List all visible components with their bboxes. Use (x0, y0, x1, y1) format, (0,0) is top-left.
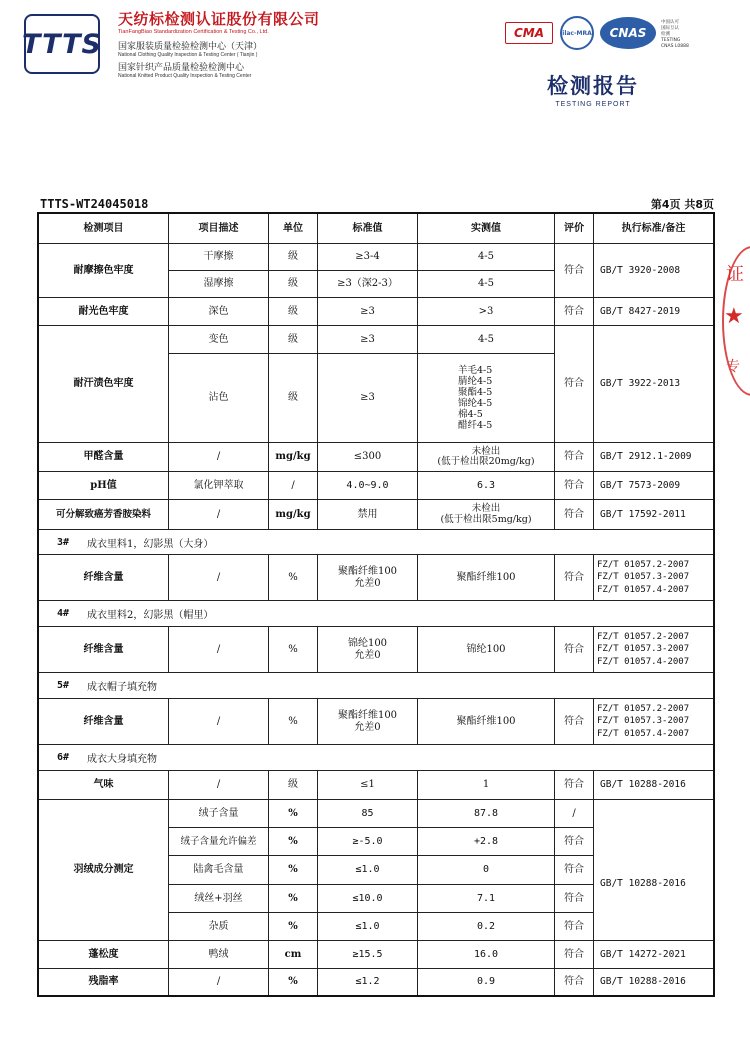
residual-fat-item: 残脂率 (39, 969, 169, 995)
odor-measured: 1 (418, 771, 555, 800)
section-5-standard: 聚酯纤维100 允差0 (318, 699, 418, 745)
section-3-header (39, 530, 713, 555)
down-row-2-desc: 绒子含量允许偏差 (169, 828, 269, 856)
rubbing-method: GB/T 3920-2008 (594, 244, 713, 298)
down-row-2-measured: +2.8 (418, 828, 555, 856)
formaldehyde-measured: 未检出 (低于检出限20mg/kg) (418, 443, 555, 472)
amine-result: 符合 (555, 500, 594, 530)
perspiration-change-unit: 级 (269, 326, 318, 354)
ph-unit: / (269, 472, 318, 500)
rubbing-dry-unit: 级 (269, 244, 318, 271)
fluffiness-desc: 鸭绒 (169, 941, 269, 969)
section-4-measured: 锦纶100 (418, 627, 555, 673)
fluffiness-method: GB/T 14272-2021 (594, 941, 713, 969)
certification-logos (505, 16, 705, 50)
section-4-unit: % (269, 627, 318, 673)
section-4-standard: 锦纶100 允差0 (318, 627, 418, 673)
cma-logo-text: CMA (513, 26, 545, 40)
rubbing-dry-desc: 干摩擦 (169, 244, 269, 271)
rubbing-item: 耐摩擦色牢度 (39, 244, 169, 298)
report-title (528, 70, 658, 108)
cnas-caption: 中国认可 国际互认 检测 TESTING CNAS L0888 (661, 20, 689, 49)
down-row-5-standard: ≤1.0 (318, 913, 418, 941)
header-measured: 实测值 (418, 214, 555, 244)
formaldehyde-standard: ≤300 (318, 443, 418, 472)
company-logo (24, 14, 100, 74)
amine-method: GB/T 17592-2011 (594, 500, 713, 530)
down-row-1-result: / (555, 800, 594, 828)
center1-name-cn: 国家服装质量检验检测中心（天津） (118, 42, 263, 52)
rubbing-result: 符合 (555, 244, 594, 298)
section-5-no: 5# (57, 680, 70, 691)
header-unit: 单位 (269, 214, 318, 244)
odor-standard: ≤1 (318, 771, 418, 800)
section-6-title: 成衣大身填充物 (87, 754, 157, 765)
report-title-en: TESTING REPORT (555, 101, 631, 108)
center2-name-cn: 国家针织产品质量检验检测中心 (118, 63, 245, 73)
section-4-desc: / (169, 627, 269, 673)
formaldehyde-unit: mg/kg (269, 443, 318, 472)
residual-fat-method: GB/T 10288-2016 (600, 976, 686, 988)
official-seal (722, 246, 750, 396)
report-number: TTTS-WT24045018 (40, 197, 149, 211)
perspiration-staining-unit: 级 (269, 354, 318, 443)
rubbing-dry-measured: 4-5 (418, 244, 555, 271)
down-row-5-desc: 杂质 (169, 913, 269, 941)
ilac-logo-text: ilac-MRA (562, 29, 592, 37)
section-5-title: 成衣帽子填充物 (87, 682, 157, 693)
section-4-method: FZ/T 01057.2-2007 FZ/T 01057.3-2007 FZ/T 01057.4-2007 (594, 627, 713, 673)
down-row-1-unit: % (269, 800, 318, 828)
amine-unit: mg/kg (269, 500, 318, 530)
section-4-header (39, 601, 713, 627)
formaldehyde-method: GB/T 2912.1-2009 (594, 443, 713, 472)
odor-method: GB/T 10288-2016 (594, 771, 713, 800)
amine-standard: 禁用 (318, 500, 418, 530)
cma-logo (505, 22, 553, 44)
rubbing-wet-desc: 湿摩擦 (169, 271, 269, 298)
down-row-2-result: 符合 (555, 828, 594, 856)
down-row-2-standard: ≥-5.0 (318, 828, 418, 856)
rubbing-wet-measured: 4-5 (418, 271, 555, 298)
center2-name-en: National Knitted Product Quality Inspection & Testing Center (118, 73, 252, 79)
section-5-item: 纤维含量 (39, 699, 169, 745)
down-row-2-unit: % (269, 828, 318, 856)
section-5-method: FZ/T 01057.2-2007 FZ/T 01057.3-2007 FZ/T 01057.4-2007 (594, 699, 713, 745)
amine-item: 可分解致癌芳香胺染料 (39, 500, 169, 530)
section-4-no: 4# (57, 608, 70, 619)
formaldehyde-item: 甲醛含量 (39, 443, 169, 472)
perspiration-change-measured: 4-5 (418, 326, 555, 354)
section-3-no: 3# (57, 536, 70, 548)
odor-unit: 级 (269, 771, 318, 800)
section-3-desc: / (169, 555, 269, 601)
section-3-standard: 聚酯纤维100 允差0 (318, 555, 418, 601)
amine-measured: 未检出 (低于检出限5mg/kg) (418, 500, 555, 530)
light-standard: ≥3 (318, 298, 418, 326)
ph-result: 符合 (555, 472, 594, 500)
section-3-item: 纤维含量 (39, 555, 169, 601)
odor-item: 气味 (39, 771, 169, 800)
rubbing-wet-unit: 级 (269, 271, 318, 298)
down-row-4-desc: 绒丝+羽丝 (169, 885, 269, 913)
section-5-result: 符合 (555, 699, 594, 745)
perspiration-staining-measured: 羊毛4-5 腈纶4-5 聚酯4-5 锦纶4-5 棉4-5 醋纤4-5 (418, 354, 555, 443)
down-row-3-standard: ≤1.0 (318, 856, 418, 885)
section-5-header (39, 673, 713, 699)
down-row-1-desc: 绒子含量 (169, 800, 269, 828)
perspiration-result: 符合 (555, 326, 594, 443)
seal-char-1: 证 (726, 264, 744, 285)
odor-desc: / (169, 771, 269, 800)
perspiration-method: GB/T 3922-2013 (594, 326, 713, 443)
perspiration-staining-standard: ≥3 (318, 354, 418, 443)
down-row-4-unit: % (269, 885, 318, 913)
down-row-3-unit: % (269, 856, 318, 885)
formaldehyde-desc: / (169, 443, 269, 472)
section-3-method: FZ/T 01057.2-2007 FZ/T 01057.3-2007 FZ/T 01057.4-2007 (594, 555, 713, 601)
cnas-logo-text: CNAS (609, 26, 647, 40)
section-3-result: 符合 (555, 555, 594, 601)
down-row-1-standard: 85 (318, 800, 418, 828)
section-5-unit: % (269, 699, 318, 745)
odor-result: 符合 (555, 771, 594, 800)
seal-star: ★ (724, 304, 744, 329)
residual-fat-result: 符合 (555, 969, 594, 995)
perspiration-change-standard: ≥3 (318, 326, 418, 354)
section-4-result: 符合 (555, 627, 594, 673)
light-desc: 深色 (169, 298, 269, 326)
company-name-cn: 天纺标检测认证股份有限公司 (118, 10, 320, 28)
down-row-4-standard: ≤10.0 (318, 885, 418, 913)
down-method: GB/T 10288-2016 (594, 828, 713, 941)
section-4-item: 纤维含量 (39, 627, 169, 673)
report-title-cn: 检测报告 (547, 74, 639, 98)
perspiration-change-desc: 变色 (169, 326, 269, 354)
ph-method: GB/T 7573-2009 (594, 472, 713, 500)
down-item: 羽绒成分测定 (39, 800, 169, 941)
section-6-header (39, 745, 713, 771)
down-row-4-measured: 7.1 (418, 885, 555, 913)
residual-fat-measured: 0.9 (418, 969, 555, 995)
ilac-mra-logo (560, 16, 594, 50)
cnas-logo (600, 17, 656, 49)
company-info (118, 8, 378, 79)
company-name-en: TianFangBiao Standardization Certification & Testing Co., Ltd. (118, 29, 269, 35)
section-5-desc: / (169, 699, 269, 745)
section-3-measured: 聚酯纤维100 (418, 555, 555, 601)
rubbing-wet-standard: ≥3（深2-3） (318, 271, 418, 298)
header-test-item: 检测项目 (39, 214, 169, 244)
light-method: GB/T 8427-2019 (594, 298, 713, 326)
header-standard: 标准值 (318, 214, 418, 244)
section-5-measured: 聚酯纤维100 (418, 699, 555, 745)
down-row-1-measured: 87.8 (418, 800, 555, 828)
amine-desc: / (169, 500, 269, 530)
formaldehyde-result: 符合 (555, 443, 594, 472)
perspiration-staining-desc: 沾色 (169, 354, 269, 443)
section-6-no: 6# (57, 752, 70, 763)
ph-item: pH值 (39, 472, 169, 500)
header-result: 评价 (555, 214, 594, 244)
residual-fat-standard: ≤1.2 (318, 969, 418, 995)
fluffiness-result: 符合 (555, 941, 594, 969)
down-row-5-result: 符合 (555, 913, 594, 941)
down-row-3-measured: 0 (418, 856, 555, 885)
seal-char-2: 专 (726, 359, 740, 375)
light-item: 耐光色牢度 (39, 298, 169, 326)
down-row-5-unit: % (269, 913, 318, 941)
ph-desc: 氯化钾萃取 (169, 472, 269, 500)
down-row-3-desc: 陆禽毛含量 (169, 856, 269, 885)
fluffiness-unit: cm (269, 941, 318, 969)
residual-fat-unit: % (269, 969, 318, 995)
light-unit: 级 (269, 298, 318, 326)
fluffiness-standard: ≥15.5 (318, 941, 418, 969)
rubbing-dry-standard: ≥3-4 (318, 244, 418, 271)
header-description: 项目描述 (169, 214, 269, 244)
page-number: 第4页 共8页 (650, 198, 714, 211)
light-measured: >3 (418, 298, 555, 326)
down-method-spacer (594, 800, 713, 828)
section-4-title: 成衣里料2，幻影黑（帽里） (87, 610, 214, 621)
down-row-3-result: 符合 (555, 856, 594, 885)
perspiration-item: 耐汗渍色牢度 (39, 326, 169, 443)
fluffiness-measured: 16.0 (418, 941, 555, 969)
down-row-5-measured: 0.2 (418, 913, 555, 941)
header-method: 执行标准/备注 (594, 214, 713, 244)
residual-fat-desc: / (169, 969, 269, 995)
ph-standard: 4.0~9.0 (318, 472, 418, 500)
light-result: 符合 (555, 298, 594, 326)
test-results-table (37, 212, 715, 997)
logo-text: TTTS (22, 28, 102, 60)
fluffiness-item: 蓬松度 (39, 941, 169, 969)
ph-measured: 6.3 (418, 472, 555, 500)
section-3-title: 成衣里料1，幻影黑（大身） (87, 538, 214, 550)
center1-name-en: National Clothing Quality Inspection & Testing Center ( Tianjin ) (118, 52, 258, 58)
section-3-unit: % (269, 555, 318, 601)
down-row-4-result: 符合 (555, 885, 594, 913)
